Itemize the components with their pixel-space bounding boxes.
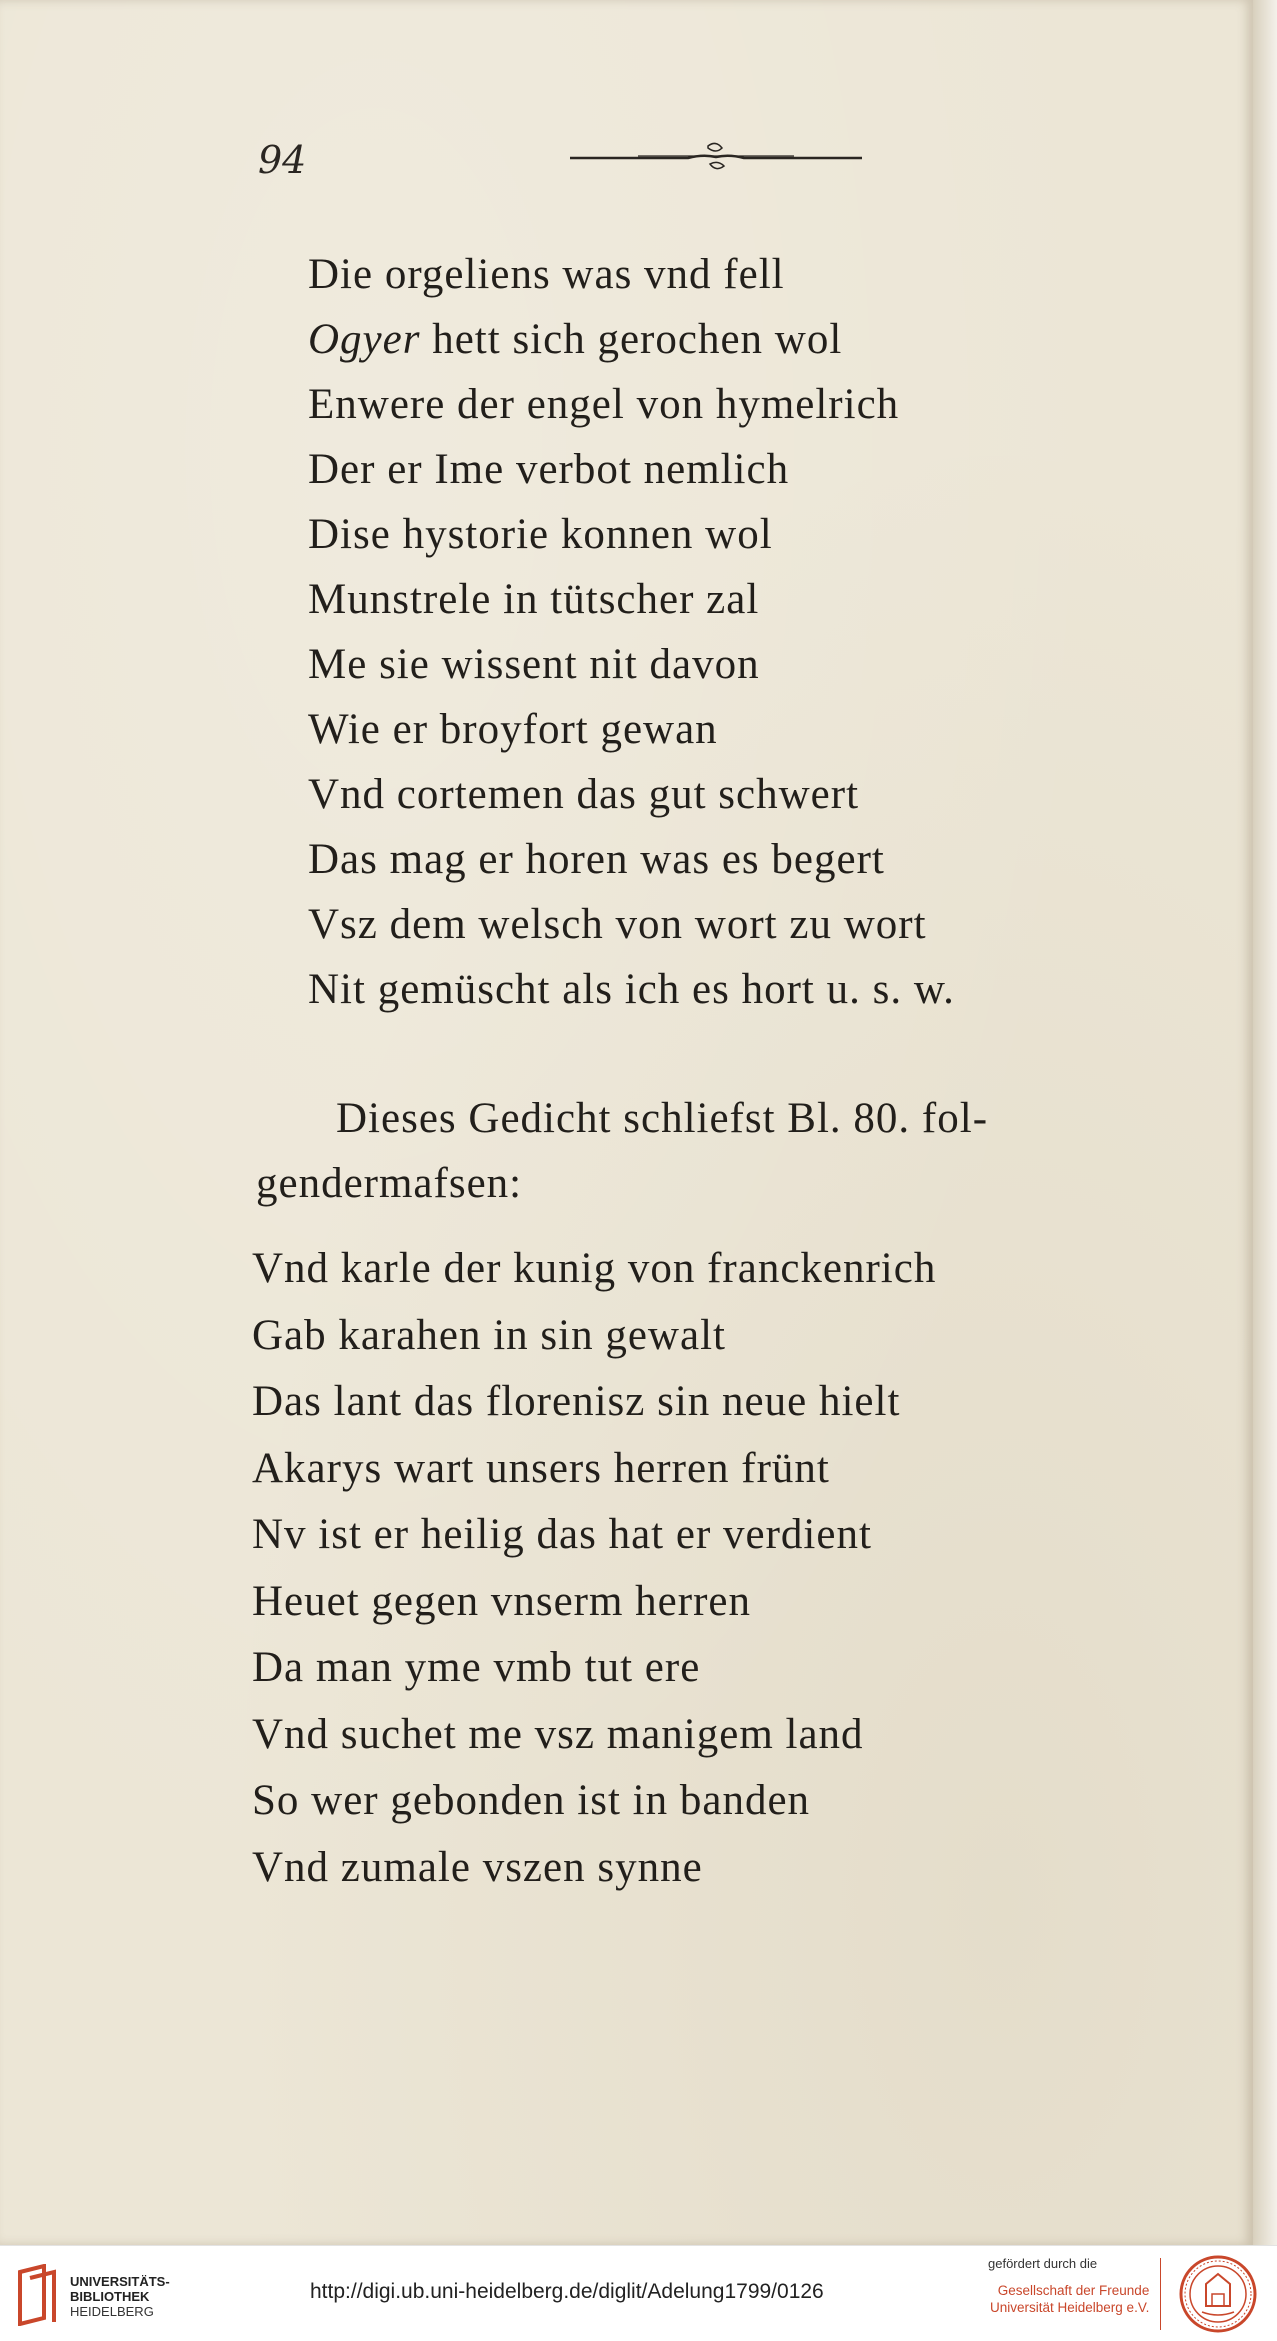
verse-line xyxy=(308,502,955,567)
verse-text: Me sie wissent nit davon xyxy=(308,641,760,688)
sponsor-name xyxy=(990,2282,1149,2316)
verse-line xyxy=(308,632,955,697)
library-logo-icon xyxy=(14,2264,60,2326)
verse-line: Heuet gegen vnserm herren xyxy=(252,1577,751,1625)
sponsor-label: gefördert durch die xyxy=(988,2256,1098,2271)
verse-line: Akarys wart unsers herren frünt xyxy=(252,1444,830,1492)
verse-line xyxy=(308,892,955,957)
verse-line xyxy=(308,827,955,892)
sponsor-name-line: Gesellschaft der Freunde xyxy=(997,2283,1150,2298)
page-edge xyxy=(1253,0,1277,2245)
verse-line: Vnd zumale vszen synne xyxy=(252,1843,703,1891)
library-name xyxy=(70,2274,170,2319)
ornamental-rule xyxy=(568,140,864,180)
verse-text: Nit gemüscht als ich es hort u. s. w. xyxy=(308,966,955,1013)
verse-text: Der er Ime verbot nemlich xyxy=(308,446,790,493)
verse-line xyxy=(308,437,955,502)
verse-text: Die orgeliens was vnd fell xyxy=(308,251,785,298)
footer-bar xyxy=(0,2245,1277,2341)
divider xyxy=(1160,2258,1161,2330)
verse-line xyxy=(308,372,955,437)
verse-line: Vnd karle der kunig von franckenrich xyxy=(252,1245,937,1292)
verse-block-1 xyxy=(308,242,955,1022)
verse-text: Dise hystorie konnen wol xyxy=(308,511,773,558)
verse-line xyxy=(308,957,955,1022)
verse-text: Wie er broyfort gewan xyxy=(308,706,718,753)
permalink-url[interactable]: http://digi.ub.uni-heidelberg.de/diglit/Adelung1799/0126 xyxy=(310,2280,824,2303)
italic-name: Ogyer xyxy=(308,316,421,363)
verse-line xyxy=(308,242,955,307)
prose-paragraph xyxy=(256,1086,1156,1216)
verse-line: So wer gebonden ist in banden xyxy=(252,1777,811,1824)
prose-line: gendermafsen: xyxy=(256,1160,523,1207)
verse-text: Enwere der engel von hymelrich xyxy=(308,381,900,428)
verse-text: Das mag er horen was es begert xyxy=(308,836,885,883)
verse-text: Munstrele in tütscher zal xyxy=(308,576,760,623)
verse-line xyxy=(308,567,955,632)
verse-block-2 xyxy=(252,1236,936,1901)
university-seal-icon xyxy=(1178,2254,1258,2334)
verse-line: Vnd suchet me vsz manigem land xyxy=(252,1710,864,1758)
verse-text: Vnd cortemen das gut schwert xyxy=(308,771,860,818)
verse-line xyxy=(308,697,955,762)
page-number: 94 xyxy=(258,138,307,182)
library-name-line: UNIVERSITÄTS- xyxy=(70,2274,170,2289)
library-name-line: HEIDELBERG xyxy=(70,2304,154,2319)
verse-line: Nv ist er heilig das hat er verdient xyxy=(252,1511,872,1558)
library-name-line: BIBLIOTHEK xyxy=(70,2289,150,2304)
verse-line: Da man yme vmb tut ere xyxy=(252,1644,701,1691)
sponsor-name-line: Universität Heidelberg e.V. xyxy=(990,2300,1150,2315)
verse-line xyxy=(308,307,955,372)
verse-text: hett sich gerochen wol xyxy=(420,316,843,363)
prose-line: Dieses Gedicht schliefst Bl. 80. fol- xyxy=(336,1095,989,1142)
verse-line: Das lant das florenisz sin neue hielt xyxy=(252,1378,901,1425)
verse-line: Gab karahen in sin gewalt xyxy=(252,1311,726,1359)
verse-text: Vsz dem welsch von wort zu wort xyxy=(308,901,927,948)
verse-line xyxy=(308,762,955,827)
